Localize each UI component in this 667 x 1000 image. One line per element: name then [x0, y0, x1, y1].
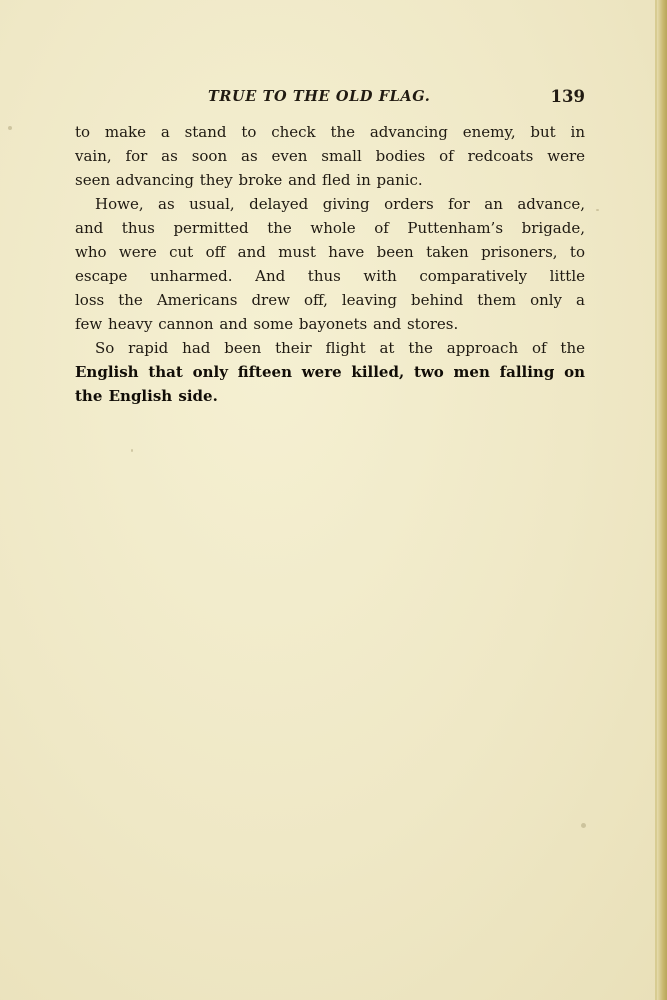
running-head	[75, 88, 585, 110]
text-line: and thus permitted the whole of Puttenham’s brigade,	[75, 219, 585, 237]
text-line: seen advancing they broke and fled in panic.	[75, 171, 423, 189]
text-line: vain, for as soon as even small bodies of redcoats were	[75, 147, 585, 165]
text-line: few heavy cannon and some bayonets and stores.	[75, 315, 459, 333]
body-text	[75, 120, 585, 408]
text-line: So rapid had been their flight at the approach of the	[95, 339, 585, 357]
paper-speck	[581, 823, 586, 828]
paper-speck	[596, 209, 599, 211]
page-edge	[657, 0, 667, 1000]
paper-speck	[131, 449, 133, 452]
text-line: Howe, as usual, delayed giving orders for an advance,	[95, 195, 585, 213]
paper-speck	[8, 126, 12, 130]
text-line: to make a stand to check the advancing enemy, but in	[75, 123, 585, 141]
paragraph	[75, 120, 585, 192]
paragraph	[75, 336, 585, 408]
text-line: who were cut off and must have been taken prisoners, to	[75, 243, 585, 261]
text-line: English that only fifteen were killed, two men falling on	[75, 363, 585, 381]
page-number: 139	[550, 87, 585, 106]
text-line: loss the Americans drew off, leaving behind them only a	[75, 291, 585, 309]
running-head-title: TRUE TO THE OLD FLAG.	[208, 88, 431, 105]
paragraph	[75, 192, 585, 336]
text-line: escape unharmed. And thus with comparatively little	[75, 267, 585, 285]
text-line: the English side.	[75, 387, 218, 405]
